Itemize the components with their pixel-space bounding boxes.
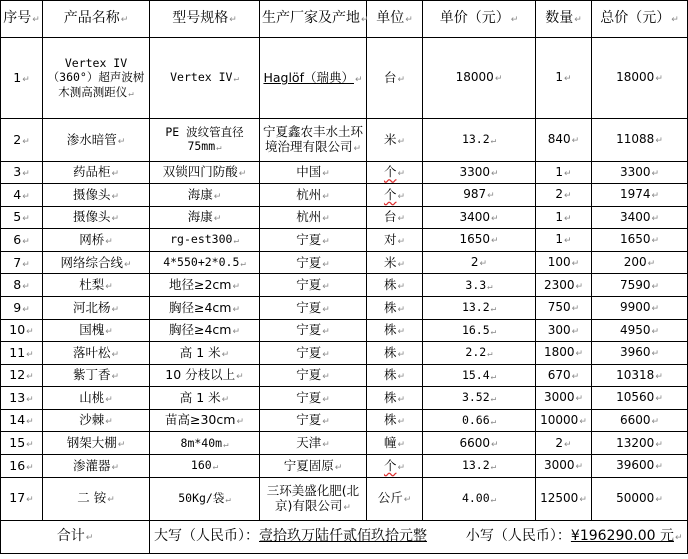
cell-total: 1974↵ [592, 184, 688, 207]
cell-no: 14↵ [1, 409, 43, 432]
cell-name: 国槐↵ [43, 319, 150, 342]
cell-no: 10↵ [1, 319, 43, 342]
cell-maker: 宁夏↵ [260, 297, 367, 320]
header-total: 总价（元）↵ [592, 1, 688, 38]
table-row [1, 161, 688, 184]
table-row [1, 297, 688, 320]
cell-name: 二 铵↵ [43, 477, 150, 520]
cell-maker: 杭州↵ [260, 184, 367, 207]
table-row [1, 38, 688, 119]
cell-qty: 3000↵ [536, 454, 592, 477]
cell-name: 网络综合线↵ [43, 251, 150, 274]
cell-total: 50000↵ [592, 477, 688, 520]
cell-maker: 宁夏固原↵ [260, 454, 367, 477]
cell-model: 双锁四门防酸↵ [150, 161, 260, 184]
cell-name: 杜梨↵ [43, 274, 150, 297]
cell-price: 2.2↵ [423, 342, 536, 365]
cell-qty: 2300↵ [536, 274, 592, 297]
cell-total: 10318↵ [592, 364, 688, 387]
cell-total: 13200↵ [592, 432, 688, 455]
cell-unit: 对↵ [367, 229, 423, 252]
cell-unit: 株↵ [367, 319, 423, 342]
cell-maker: 宁夏↵ [260, 319, 367, 342]
cell-price: 6600↵ [423, 432, 536, 455]
cell-price: 16.5↵ [423, 319, 536, 342]
cell-unit: 株↵ [367, 409, 423, 432]
table-row [1, 432, 688, 455]
cell-name: 摄像头↵ [43, 206, 150, 229]
header-name: 产品名称↵ [43, 1, 150, 38]
header-maker: 生产厂家及产地↵ [260, 1, 367, 38]
cell-model: PE 波纹管直径 75mm↵ [150, 118, 260, 161]
cell-qty: 3000↵ [536, 387, 592, 410]
cell-no: 12↵ [1, 364, 43, 387]
cell-no: 9↵ [1, 297, 43, 320]
cell-total: 3400↵ [592, 206, 688, 229]
cell-price: 3.3↵ [423, 274, 536, 297]
total-row [1, 520, 688, 554]
cell-maker: 宁夏↵ [260, 229, 367, 252]
cell-no: 16↵ [1, 454, 43, 477]
total-lower-label: 小写（人民币）： [465, 528, 571, 544]
cell-maker: 中国↵ [260, 161, 367, 184]
header-unit: 单位↵ [367, 1, 423, 38]
cell-price: 13.2↵ [423, 297, 536, 320]
cell-total: 11088↵ [592, 118, 688, 161]
cell-price: 3.52↵ [423, 387, 536, 410]
cell-unit: 台↵ [367, 38, 423, 119]
cell-price: 13.2↵ [423, 454, 536, 477]
cell-model: 胸径≥4cm↵ [150, 297, 260, 320]
cell-unit: 台↵ [367, 206, 423, 229]
cell-model: 8m*40m↵ [150, 432, 260, 455]
cell-total: 9900↵ [592, 297, 688, 320]
header-price: 单价（元）↵ [423, 1, 536, 38]
cell-name: 河北杨↵ [43, 297, 150, 320]
total-lower-value: ¥196290.00 元 [570, 528, 674, 544]
cell-no: 2↵ [1, 118, 43, 161]
cell-model: 高 1 米↵ [150, 342, 260, 365]
table-row [1, 319, 688, 342]
cell-model: 50Kg/袋↵ [150, 477, 260, 520]
cell-price: 987↵ [423, 184, 536, 207]
table-row [1, 184, 688, 207]
cell-qty: 840↵ [536, 118, 592, 161]
cell-qty: 1↵ [536, 206, 592, 229]
cell-maker: 宁夏↵ [260, 251, 367, 274]
cell-price: 4.00↵ [423, 477, 536, 520]
cell-unit: 个↵ [367, 184, 423, 207]
cell-qty: 670↵ [536, 364, 592, 387]
cell-model: 地径≥2cm↵ [150, 274, 260, 297]
table-row [1, 118, 688, 161]
cell-total: 1650↵ [592, 229, 688, 252]
cell-unit: 株↵ [367, 387, 423, 410]
table-row [1, 477, 688, 520]
cell-no: 4↵ [1, 184, 43, 207]
cell-qty: 1800↵ [536, 342, 592, 365]
cell-name: 网桥↵ [43, 229, 150, 252]
cell-maker: 杭州↵ [260, 206, 367, 229]
total-amount: 大写（人民币）：壹拾玖万陆仟贰佰玖拾元整 小写（人民币）：¥196290.00 元↵ [150, 520, 688, 554]
cell-model: 海康↵ [150, 184, 260, 207]
cell-qty: 10000↵ [536, 409, 592, 432]
header-qty: 数量↵ [536, 1, 592, 38]
cell-model: Vertex IV↵ [150, 38, 260, 119]
total-upper-label: 大写（人民币）： [154, 528, 259, 544]
header-row [1, 1, 688, 38]
cell-maker: 宁夏鑫农丰水土环境治理有限公司↵ [260, 118, 367, 161]
cell-qty: 2↵ [536, 184, 592, 207]
cell-maker: 宁夏↵ [260, 364, 367, 387]
cell-no: 6↵ [1, 229, 43, 252]
cell-no: 15↵ [1, 432, 43, 455]
cell-maker: 宁夏↵ [260, 409, 367, 432]
cell-price: 3400↵ [423, 206, 536, 229]
cell-total: 200↵ [592, 251, 688, 274]
cell-no: 7↵ [1, 251, 43, 274]
table-row [1, 409, 688, 432]
cell-total: 6600↵ [592, 409, 688, 432]
cell-total: 7590↵ [592, 274, 688, 297]
cell-name: 落叶松↵ [43, 342, 150, 365]
cell-total: 10560↵ [592, 387, 688, 410]
cell-model: 160↵ [150, 454, 260, 477]
cell-qty: 300↵ [536, 319, 592, 342]
cell-model: 4*550+2*0.5↵ [150, 251, 260, 274]
cell-name: Vertex IV（360°）超声波树木测高测距仪↵ [43, 38, 150, 119]
cell-unit: 个↵ [367, 454, 423, 477]
cell-no: 3↵ [1, 161, 43, 184]
cell-maker: 宁夏↵ [260, 274, 367, 297]
table-row [1, 342, 688, 365]
table-row [1, 274, 688, 297]
cell-price: 18000↵ [423, 38, 536, 119]
cell-name: 沙棘↵ [43, 409, 150, 432]
cell-total: 18000↵ [592, 38, 688, 119]
cell-maker: 三环美盛化肥(北京)有限公司↵ [260, 477, 367, 520]
cell-no: 5↵ [1, 206, 43, 229]
cell-qty: 100↵ [536, 251, 592, 274]
cell-model: 苗高≥30cm↵ [150, 409, 260, 432]
table-row [1, 364, 688, 387]
cell-price: 0.66↵ [423, 409, 536, 432]
cell-name: 摄像头↵ [43, 184, 150, 207]
cell-model: rg-est300↵ [150, 229, 260, 252]
cell-no: 13↵ [1, 387, 43, 410]
cell-model: 海康↵ [150, 206, 260, 229]
cell-name: 渗水暗管↵ [43, 118, 150, 161]
cell-maker: 宁夏↵ [260, 387, 367, 410]
cell-qty: 12500↵ [536, 477, 592, 520]
cell-model: 胸径≥4cm↵ [150, 319, 260, 342]
cell-model: 10 分枝以上↵ [150, 364, 260, 387]
cell-price: 1650↵ [423, 229, 536, 252]
cell-total: 39600↵ [592, 454, 688, 477]
cell-qty: 1↵ [536, 38, 592, 119]
cell-maker: 宁夏↵ [260, 342, 367, 365]
table-row [1, 229, 688, 252]
cell-total: 3300↵ [592, 161, 688, 184]
cell-unit: 株↵ [367, 364, 423, 387]
cell-name: 渗灌器↵ [43, 454, 150, 477]
cell-unit: 米↵ [367, 118, 423, 161]
cell-maker: Haglöf（瑞典）↵ [260, 38, 367, 119]
cell-price: 3300↵ [423, 161, 536, 184]
cell-unit: 株↵ [367, 342, 423, 365]
cell-name: 紫丁香↵ [43, 364, 150, 387]
cell-name: 山桃↵ [43, 387, 150, 410]
cell-price: 13.2↵ [423, 118, 536, 161]
cell-unit: 株↵ [367, 274, 423, 297]
cell-name: 药品柜↵ [43, 161, 150, 184]
table-row [1, 251, 688, 274]
cell-qty: 1↵ [536, 161, 592, 184]
cell-model: 高 1 米↵ [150, 387, 260, 410]
cell-qty: 2↵ [536, 432, 592, 455]
cell-unit: 幢↵ [367, 432, 423, 455]
cell-name: 钢架大棚↵ [43, 432, 150, 455]
table-row [1, 206, 688, 229]
total-upper-value: 壹拾玖万陆仟贰佰玖拾元整 [259, 528, 427, 544]
cell-qty: 750↵ [536, 297, 592, 320]
cell-no: 1↵ [1, 38, 43, 119]
table-row [1, 454, 688, 477]
cell-maker: 天津↵ [260, 432, 367, 455]
cell-unit: 株↵ [367, 297, 423, 320]
cell-price: 15.4↵ [423, 364, 536, 387]
table-row [1, 387, 688, 410]
cell-unit: 米↵ [367, 251, 423, 274]
cell-total: 4950↵ [592, 319, 688, 342]
cell-no: 17↵ [1, 477, 43, 520]
cell-no: 11↵ [1, 342, 43, 365]
header-model: 型号规格↵ [150, 1, 260, 38]
cell-qty: 1↵ [536, 229, 592, 252]
cell-unit: 公斤↵ [367, 477, 423, 520]
cell-unit: 个↵ [367, 161, 423, 184]
cell-price: 2↵ [423, 251, 536, 274]
header-no: 序号↵ [1, 1, 43, 38]
total-label: 合计↵ [1, 520, 150, 554]
cell-total: 3960↵ [592, 342, 688, 365]
cell-no: 8↵ [1, 274, 43, 297]
